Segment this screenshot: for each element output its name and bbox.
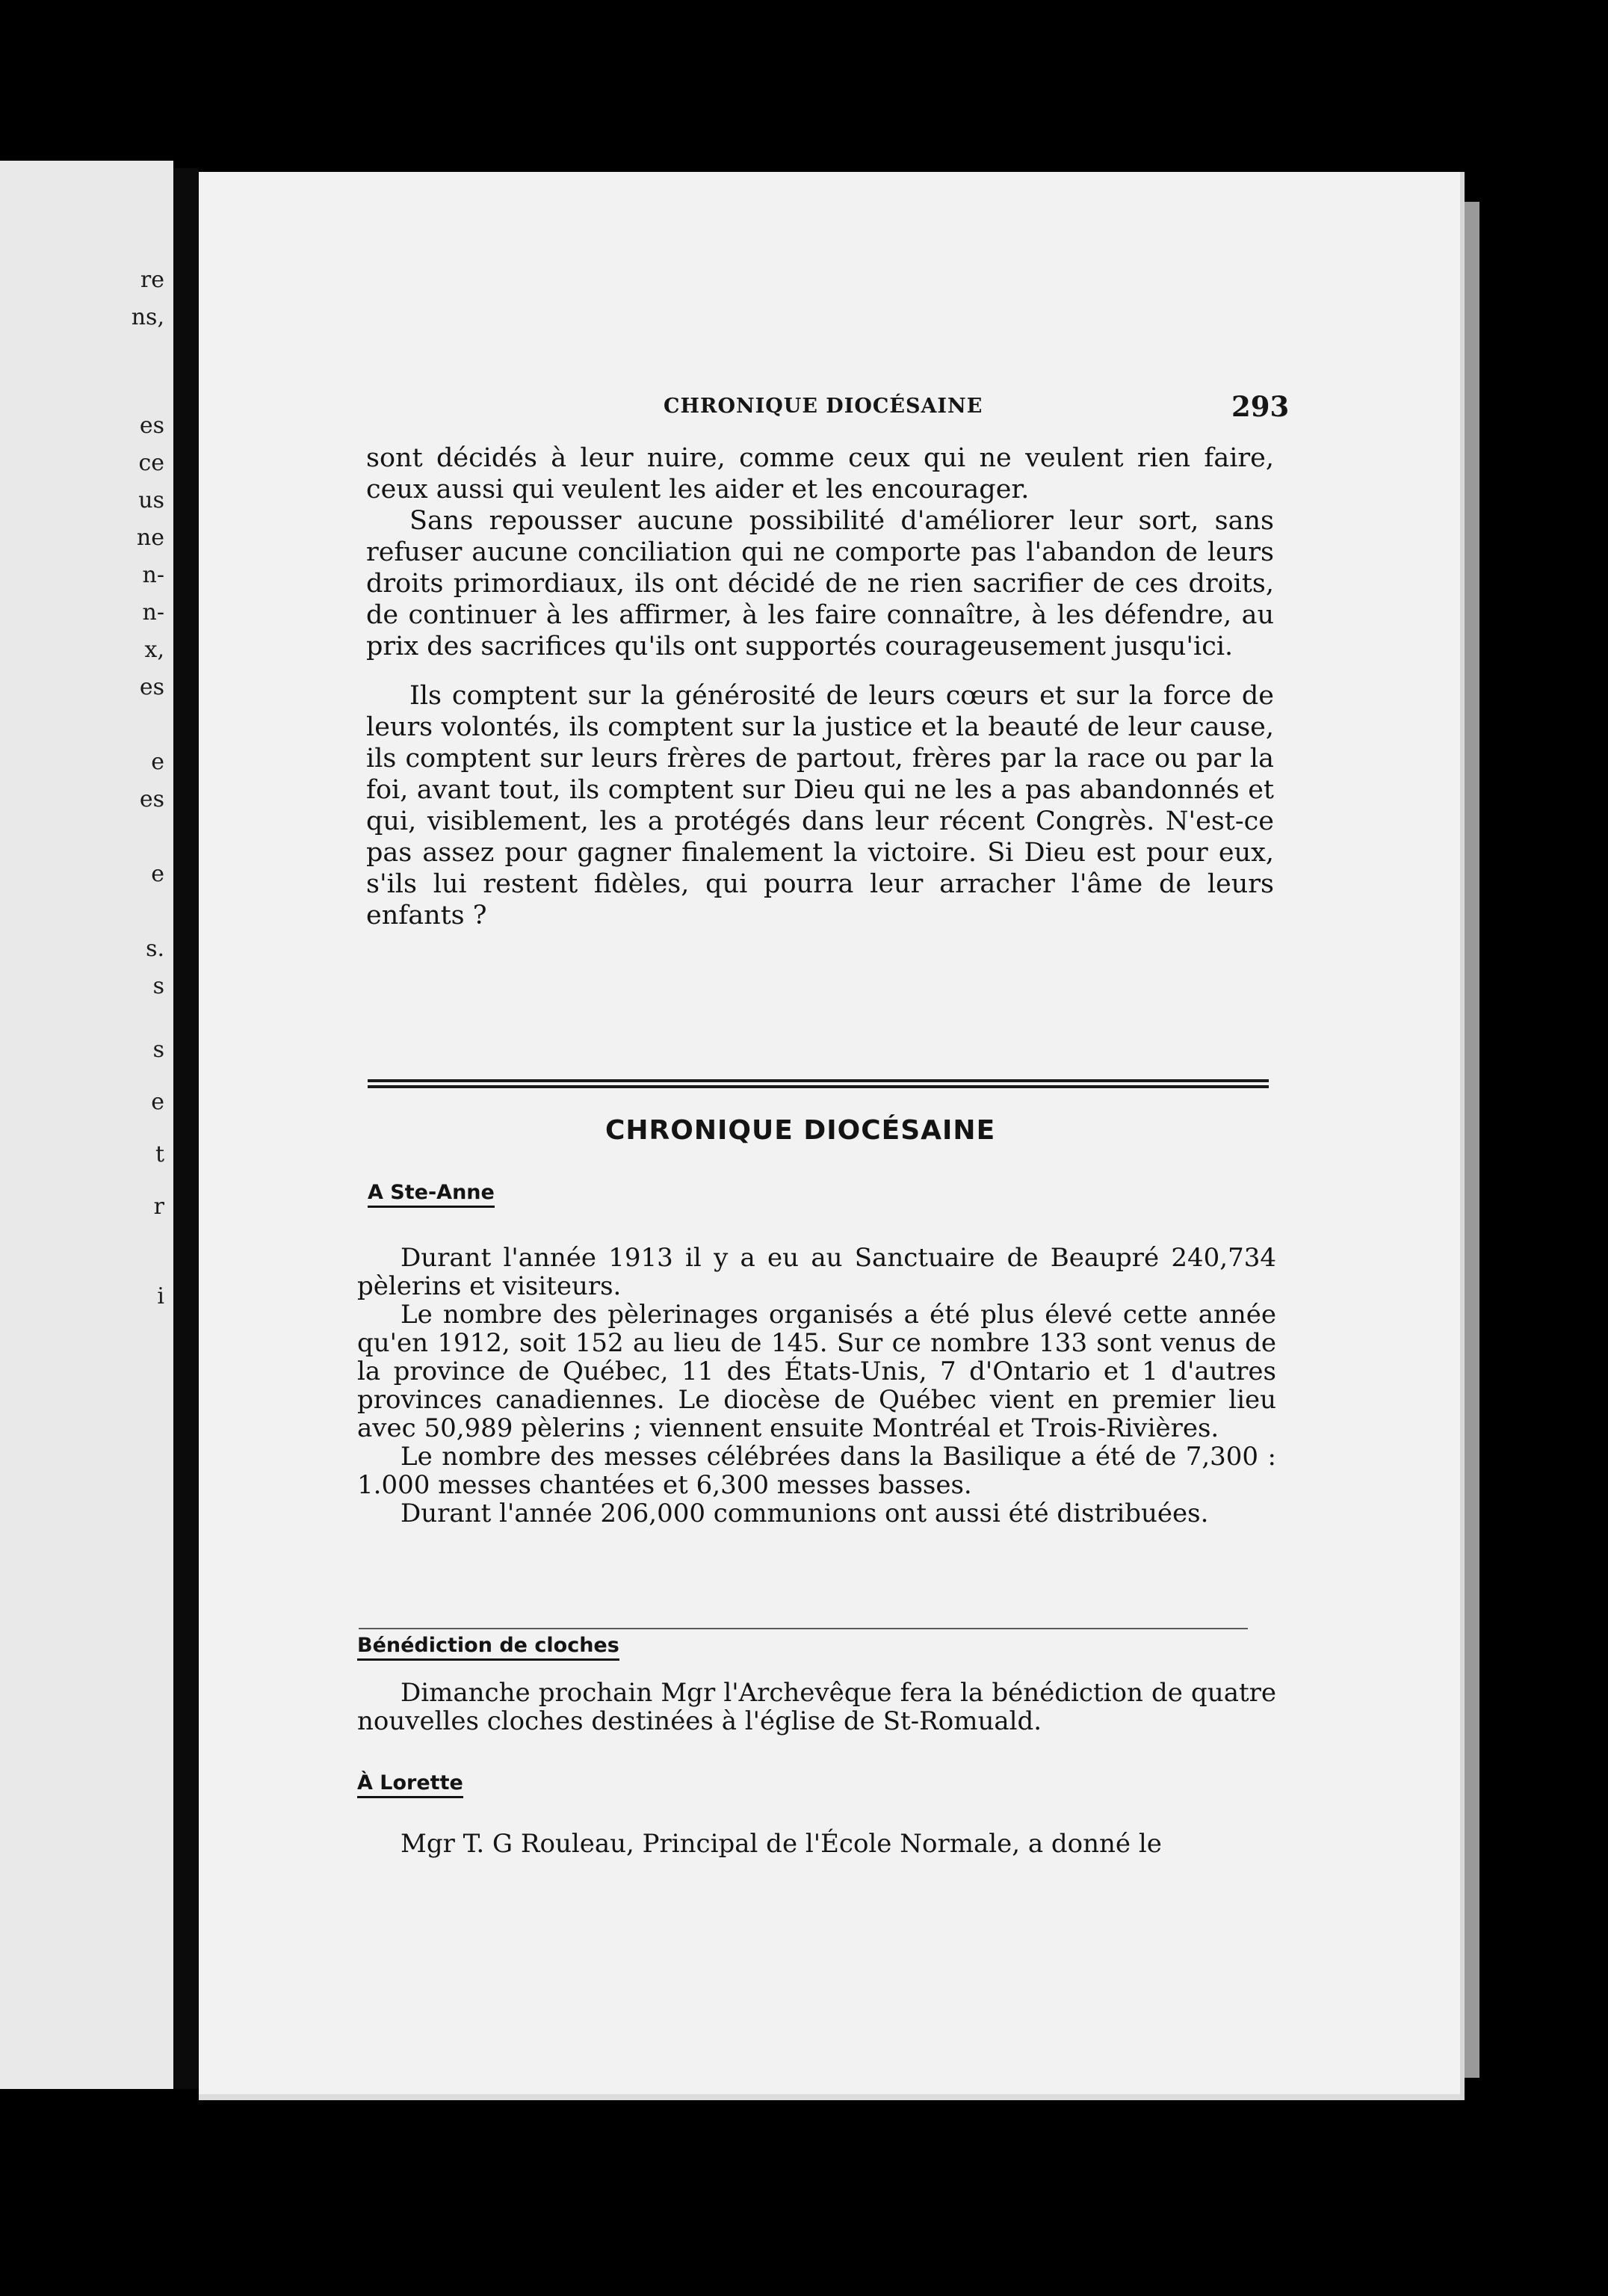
left-page-text-fragment: e (151, 861, 164, 887)
left-page-text-fragment: e (151, 1089, 164, 1115)
left-page-text-fragment: es (139, 786, 164, 812)
lorette-news (357, 1830, 1269, 1858)
left-page-text-fragment: ce (138, 450, 164, 476)
paragraph: Sans repousser aucune possibilité d'améliorer leur sort, sans refuser aucune conciliation qui ne comporte pas l'abandon de leurs droits primordiaux, ils ont décidé de ne rien sacrifier de ces droits, de continuer à les affirmer, à les faire connaître, à les défendre, au prix des sacrifices qu'ils ont supportés courageusement jusqu'ici. (366, 506, 1274, 661)
subheading-lorette: À Lorette (357, 1771, 463, 1798)
left-page-text-fragment: n- (142, 562, 164, 588)
paragraph: Dimanche prochain Mgr l'Archevêque fera la bénédiction de quatre nouvelles cloches destinées à l'église de St-Romuald. (357, 1678, 1276, 1736)
paragraph: Ils comptent sur la générosité de leurs cœurs et sur la force de leurs volontés, ils comptent sur la justice et la beauté de leur cause, ils comptent sur leurs frères de partout, frères par la race ou par la foi, avant tout, ils comptent sur Dieu qui ne les a pas abandonnés et qui, visiblement, les a protégés dans leur récent Congrès. N'est-ce pas assez pour gagner finalement la victoire. Si Dieu est pour eux, s'ils lui restent fidèles, qui pourra leur arracher l'âme de leurs enfants ? (366, 681, 1274, 931)
section-divider (368, 1079, 1269, 1088)
body-text-top (366, 442, 1274, 931)
subheading-cloches: Bénédiction de cloches (357, 1634, 619, 1661)
paragraph: Durant l'année 1913 il y a eu au Sanctuaire de Beaupré 240,734 pèlerins et visiteurs. (357, 1243, 1276, 1301)
left-page-text-fragment: us (138, 487, 164, 513)
left-page-text-fragment: es (139, 674, 164, 700)
page-number: 293 (1231, 390, 1290, 423)
left-page-text-fragment: s. (146, 936, 164, 962)
paragraph: Mgr T. G Rouleau, Principal de l'École Normale, a donné le (401, 1829, 1162, 1859)
left-page-text-fragment: t (155, 1141, 164, 1167)
left-page-text-fragment: s (152, 1037, 164, 1063)
ste-anne-news (357, 1244, 1276, 1528)
paragraph-continuation: sont décidés à leur nuire, comme ceux qui ne veulent rien faire, ceux aussi qui veulent les aider et les encourager. (366, 443, 1274, 504)
left-page-text-fragment: s (152, 973, 164, 999)
subheading-ste-anne: A Ste-Anne (368, 1181, 495, 1208)
cloches-news (357, 1679, 1276, 1735)
left-page-fragment (0, 161, 173, 2089)
book-gutter (173, 168, 199, 2089)
running-head: CHRONIQUE DIOCÉSAINE (664, 395, 983, 418)
left-page-text-fragment: ns, (131, 304, 164, 330)
paragraph: Le nombre des pèlerinages organisés a été plus élevé cette année qu'en 1912, soit 152 au lieu de 145. Sur ce nombre 133 sont venus de la province de Québec, 11 des États-Unis, 7 d'Ontario et 1 d'autres provinces canadiennes. Le diocèse de Québec vient en premier lieu avec 50,989 pèlerins ; viennent ensuite Montréal et Trois-Rivières. (357, 1300, 1276, 1443)
left-page-text-fragment: i (157, 1283, 164, 1309)
left-page-text-fragment: es (139, 413, 164, 439)
left-page-text-fragment: re (140, 267, 164, 293)
divider-line (359, 1628, 1248, 1629)
left-page-text-fragment: x, (144, 637, 164, 663)
left-page-text-fragment: ne (136, 525, 164, 551)
paragraph: Durant l'année 206,000 communions ont aussi été distribuées. (401, 1499, 1209, 1528)
section-title: CHRONIQUE DIOCÉSAINE (605, 1115, 996, 1146)
left-page-text-fragment: e (151, 749, 164, 775)
paragraph: Le nombre des messes célébrées dans la Basilique a été de 7,300 : 1.000 messes chantées et 6,300 messes basses. (357, 1442, 1276, 1500)
page-edge (1465, 202, 1479, 2078)
left-page-text-fragment: n- (142, 599, 164, 626)
left-page-text-fragment: r (153, 1194, 164, 1220)
